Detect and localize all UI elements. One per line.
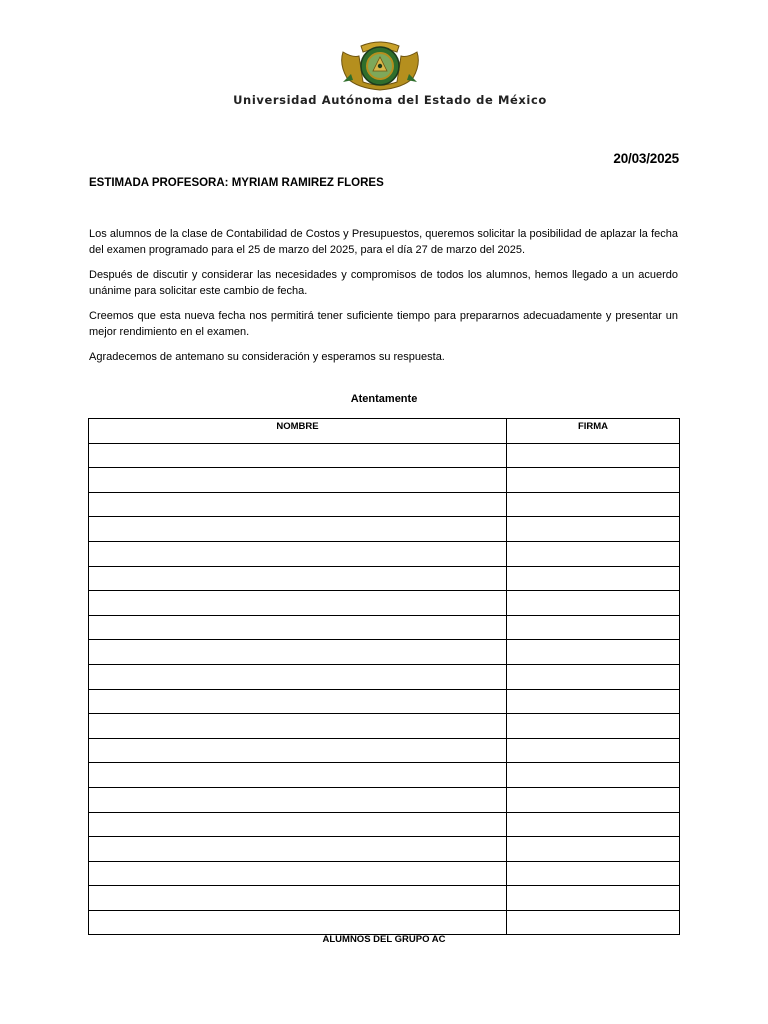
table-row <box>89 812 680 837</box>
table-row <box>89 910 680 935</box>
paragraph: Después de discutir y considerar las necesidades y compromisos de todos los alumnos, hemos llegado a un acuerdo unánime para solicitar este cambio de fecha. <box>89 269 678 297</box>
table-row <box>89 443 680 468</box>
paragraph: Los alumnos de la clase de Contabilidad de Costos y Presupuestos, queremos solicitar la posibilidad de aplazar la fecha del examen programado para el 25 de marzo del 2025, para el día 27 de marzo del 2025. <box>89 228 678 256</box>
nombre-cell[interactable] <box>89 787 507 812</box>
firma-cell[interactable] <box>507 443 680 468</box>
table-row <box>89 787 680 812</box>
firma-cell[interactable] <box>507 492 680 517</box>
salutation: ESTIMADA PROFESORA: MYRIAM RAMIREZ FLORES <box>89 177 384 189</box>
closing: Atentamente <box>350 393 418 405</box>
firma-cell[interactable] <box>507 517 680 542</box>
firma-cell[interactable] <box>507 664 680 689</box>
nombre-cell[interactable] <box>89 812 507 837</box>
table-row <box>89 738 680 763</box>
firma-cell[interactable] <box>507 837 680 862</box>
table-row <box>89 591 680 616</box>
firma-cell[interactable] <box>507 738 680 763</box>
table-row <box>89 541 680 566</box>
firma-cell[interactable] <box>507 787 680 812</box>
paragraph: Agradecemos de antemano su consideración y esperamos su respuesta. <box>89 351 445 363</box>
nombre-cell[interactable] <box>89 541 507 566</box>
signature-table <box>88 418 680 935</box>
table-row <box>89 517 680 542</box>
firma-cell[interactable] <box>507 763 680 788</box>
letter-date: 20/03/2025 <box>613 151 679 166</box>
table-header-row <box>89 419 680 444</box>
column-header-nombre: NOMBRE <box>89 419 507 444</box>
table-row <box>89 861 680 886</box>
nombre-cell[interactable] <box>89 664 507 689</box>
university-seal-icon <box>337 38 423 92</box>
table-row <box>89 492 680 517</box>
nombre-cell[interactable] <box>89 591 507 616</box>
table-row <box>89 689 680 714</box>
nombre-cell[interactable] <box>89 738 507 763</box>
table-row <box>89 566 680 591</box>
table-row <box>89 886 680 911</box>
table-row <box>89 714 680 739</box>
table-row <box>89 640 680 665</box>
nombre-cell[interactable] <box>89 689 507 714</box>
nombre-cell[interactable] <box>89 714 507 739</box>
nombre-cell[interactable] <box>89 763 507 788</box>
table-row <box>89 468 680 493</box>
firma-cell[interactable] <box>507 689 680 714</box>
nombre-cell[interactable] <box>89 492 507 517</box>
nombre-cell[interactable] <box>89 443 507 468</box>
firma-cell[interactable] <box>507 714 680 739</box>
nombre-cell[interactable] <box>89 468 507 493</box>
letter-body <box>89 226 678 374</box>
nombre-cell[interactable] <box>89 886 507 911</box>
column-header-firma: FIRMA <box>507 419 680 444</box>
firma-cell[interactable] <box>507 468 680 493</box>
nombre-cell[interactable] <box>89 861 507 886</box>
paragraph: Creemos que esta nueva fecha nos permitirá tener suficiente tiempo para prepararnos adecuadamente y presentar un mejor rendimiento en el examen. <box>89 310 678 338</box>
firma-cell[interactable] <box>507 861 680 886</box>
firma-cell[interactable] <box>507 541 680 566</box>
firma-cell[interactable] <box>507 886 680 911</box>
table-row <box>89 615 680 640</box>
firma-cell[interactable] <box>507 566 680 591</box>
table-row <box>89 763 680 788</box>
nombre-cell[interactable] <box>89 640 507 665</box>
university-name: Universidad Autónoma del Estado de México <box>233 93 547 107</box>
firma-cell[interactable] <box>507 591 680 616</box>
nombre-cell[interactable] <box>89 837 507 862</box>
table-row <box>89 837 680 862</box>
firma-cell[interactable] <box>507 615 680 640</box>
nombre-cell[interactable] <box>89 910 507 935</box>
nombre-cell[interactable] <box>89 566 507 591</box>
table-row <box>89 664 680 689</box>
firma-cell[interactable] <box>507 910 680 935</box>
firma-cell[interactable] <box>507 640 680 665</box>
nombre-cell[interactable] <box>89 615 507 640</box>
group-footer: ALUMNOS DEL GRUPO AC <box>322 934 446 945</box>
nombre-cell[interactable] <box>89 517 507 542</box>
firma-cell[interactable] <box>507 812 680 837</box>
